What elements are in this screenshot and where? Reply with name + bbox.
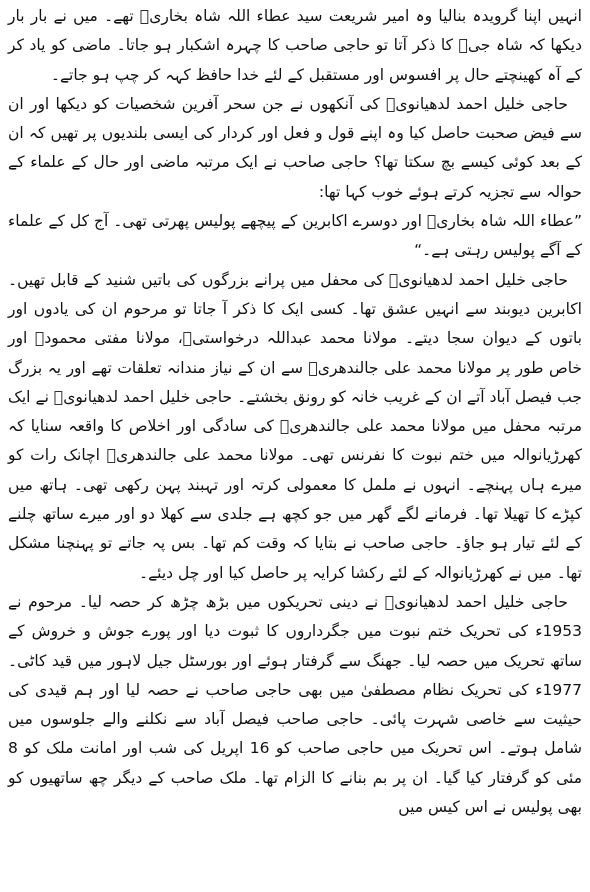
paragraph-movements: حاجی خلیل احمد لدھیانویؒ نے دینی تحریکوں میں بڑھ چڑھ کر حصہ لیا۔ مرحوم نے 1953ء کی تحریک ختم نبوت میں جگرداروں کا ثبوت دیا اور پورے جوش و خروش کے ساتھ تحریک میں حصہ لیا۔ جھنگ سے گرفتار ہوئے اور بورسٹل جیل لاہور میں قید کاٹی۔ 1977ء کی تحریک نظام مصطفیٰ میں بھی حاجی صاحب نے حصہ لیا اور ہم قیدی کی حیثیت سے خاصی شہرت پائی۔ حاجی صاحب فیصل آباد سے نکلنے والے جلوسوں میں شامل ہوتے۔ اس تحریک میں حاجی صاحب کو 16 اپریل کی شب اور امانت ملک کو 8 مئی کو گرفتار کیا گیا۔ ان پر بم بنانے کا الزام تھا۔ ملک صاحب کے دیگر چھ ساتھیوں کو بھی پولیس نے اس کیس میں [8, 592, 582, 817]
paragraph-companions: حاجی خلیل احمد لدھیانویؒ کی آنکھوں نے جن سحر آفرین شخصیات کو دیکھا اور ان سے فیض صحبت حاصل کیا وہ اپنے قول و فعل اور کردار کی ایسی بلندیوں پر تھیں کہ ان کے بعد کوئی کیسے بچ سکتا تھا؟ حاجی صاحب نے ایک مرتبہ ماضی اور حال کے علماء کے حوالہ سے تجزیہ کرتے ہوئے خوب کہا تھا: [8, 94, 582, 201]
paragraph-quote: ”عطاء اللہ شاہ بخاریؒ اور دوسرے اکابرین کے پیچھے پولیس پھرتی تھی۔ آج کل کے علماء کے آگے پولیس رہتی ہے۔“ [8, 212, 582, 260]
paragraph-gatherings: حاجی خلیل احمد لدھیانویؒ کی محفل میں پرانے بزرگوں کی باتیں شنید کے قابل تھیں۔ اکابرین دیوبند سے انہیں عشق تھا۔ کسی ایک کا ذکر آ جاتا تو مرحوم ان کی یادوں اور باتوں کے دیوان سجا دیتے۔ مولانا محمد عبداللہ درخواستیؒ، مولانا مفتی محمودؒ اور خاص طور پر مولانا محمد علی جالندھریؒ سے ان کے نیاز مندانہ تعلقات تھے اور یہ بزرگ جب فیصل آباد آتے ان کے غریب خانہ کو رونق بخشتے۔ حاجی خلیل احمد لدھیانویؒ نے ایک مرتبہ محفل میں مولانا محمد علی جالندھریؒ کی سادگی اور اخلاص کا واقعہ سنایا کہ کھرڑیانوالہ میں ختم نبوت کا نفرنس تھی۔ مولانا محمد علی جالندھریؒ اچانک رات کو میرے ہاں پہنچے۔ انہوں نے ململ کا معمولی کرتہ اور تہبند پہن رکھی تھی۔ ہاتھ میں کپڑے کا تھیلا تھا۔ فرمانے لگے گھر میں جو کچھ ہے جلدی سے کھلا دو اور میرے ساتھ چلنے کے لئے تیار ہو جاؤ۔ حاجی صاحب نے بتایا کہ وقت کم تھا۔ بس پہ جاتے تو پہنچنا مشکل تھا۔ میں نے کھرڑیانوالہ کے لئے رکشا کرایہ پر حاصل کیا اور چل دیئے۔ [8, 270, 582, 582]
paragraph-shah-bukhari: انہیں اپنا گرویدہ بنالیا وہ امیر شریعت سید عطاء اللہ شاہ بخاریؒ تھے۔ میں نے بار بار دیکھا کہ شاہ جیؒ کا ذکر آتا تو حاجی صاحب کا چہرہ اشکبار ہو جاتا۔ ماضی کو یاد کر کے آہ کھینچتے حال پر افسوس اور مستقبل کے لئے خدا حافظ کہہ کر چپ ہو جاتے۔ [8, 7, 582, 84]
